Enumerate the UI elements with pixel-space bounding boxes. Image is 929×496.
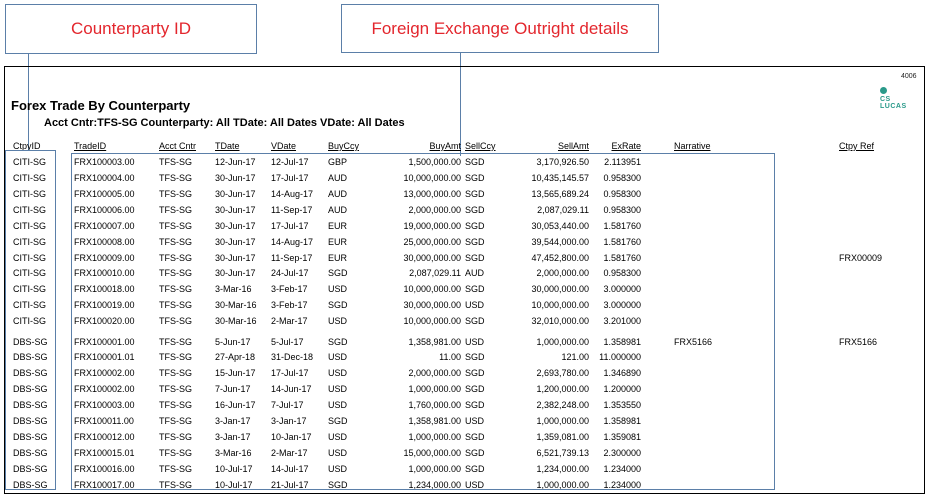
cell-tdate: 30-Jun-17: [215, 205, 256, 215]
cell-tdate: 15-Jun-17: [215, 368, 256, 378]
cell-tdate: 30-Jun-17: [215, 221, 256, 231]
cell-sell-ccy: SGD: [465, 432, 485, 442]
cell-ex-rate: 0.958300: [603, 173, 641, 183]
column-header-ex-rate: ExRate: [611, 141, 641, 151]
cell-tdate: 3-Jan-17: [215, 432, 251, 442]
cell-buy-amt: 1,000,000.00: [408, 384, 461, 394]
cell-sell-ccy: SGD: [465, 157, 485, 167]
cell-vdate: 24-Jul-17: [271, 268, 309, 278]
cell-sell-ccy: SGD: [465, 448, 485, 458]
logo-mark-icon: [880, 87, 887, 94]
column-header-sell-amt: SellAmt: [557, 141, 589, 151]
cell-ex-rate: 1.200000: [603, 384, 641, 394]
cell-ex-rate: 1.581760: [603, 237, 641, 247]
cell-sell-amt: 13,565,689.24: [531, 189, 589, 199]
cell-buy-ccy: USD: [328, 384, 348, 394]
cell-buy-ccy: SGD: [328, 480, 348, 490]
cell-vdate: 11-Sep-17: [271, 205, 313, 215]
cell-ctpy-id: CITI-SG: [13, 237, 46, 247]
column-header-buy-amt: BuyAmt: [429, 141, 461, 151]
cell-buy-amt: 1,760,000.00: [408, 400, 461, 410]
cell-sell-amt: 2,382,248.00: [536, 400, 589, 410]
cell-ex-rate: 1.581760: [603, 221, 641, 231]
cell-narrative: FRX5166: [674, 337, 713, 347]
cell-trade-id: FRX100003.00: [74, 157, 135, 167]
cell-sell-amt: 3,170,926.50: [536, 157, 589, 167]
cell-vdate: 11-Sep-17: [271, 253, 313, 263]
cell-sell-amt: 1,000,000.00: [536, 480, 589, 490]
cell-tdate: 30-Jun-17: [215, 189, 256, 199]
cell-sell-amt: 10,435,145.57: [531, 173, 589, 183]
cell-sell-amt: 10,000,000.00: [531, 300, 589, 310]
cell-acct-cntr: TFS-SG: [159, 173, 192, 183]
cell-buy-amt: 1,234,000.00: [408, 480, 461, 490]
cell-sell-amt: 32,010,000.00: [531, 316, 589, 326]
cell-trade-id: FRX100010.00: [74, 268, 135, 278]
cell-tdate: 5-Jun-17: [215, 337, 251, 347]
cell-sell-ccy: SGD: [465, 205, 485, 215]
cell-ctpy-id: DBS-SG: [13, 352, 48, 362]
cell-buy-ccy: USD: [328, 400, 348, 410]
cell-sell-ccy: SGD: [465, 284, 485, 294]
cell-ex-rate: 1.359081: [603, 432, 641, 442]
fx-details-highlight-box: [71, 153, 775, 490]
column-header-tdate: TDate: [215, 141, 240, 151]
cell-buy-amt: 15,000,000.00: [403, 448, 461, 458]
cell-sell-amt: 1,359,081.00: [536, 432, 589, 442]
cell-vdate: 3-Feb-17: [271, 300, 308, 310]
cell-buy-amt: 1,358,981.00: [408, 416, 461, 426]
cell-sell-amt: 1,000,000.00: [536, 337, 589, 347]
cell-acct-cntr: TFS-SG: [159, 237, 192, 247]
cell-sell-ccy: SGD: [465, 221, 485, 231]
cell-acct-cntr: TFS-SG: [159, 284, 192, 294]
cell-trade-id: FRX100004.00: [74, 173, 135, 183]
cell-buy-amt: 13,000,000.00: [403, 189, 461, 199]
cell-trade-id: FRX100020.00: [74, 316, 135, 326]
cell-buy-ccy: GBP: [328, 157, 348, 167]
cell-buy-amt: 19,000,000.00: [403, 221, 461, 231]
cell-tdate: 10-Jul-17: [215, 464, 253, 474]
cell-ex-rate: 1.358981: [603, 337, 641, 347]
column-header-narrative: Narrative: [674, 141, 711, 151]
cell-sell-ccy: SGD: [465, 173, 485, 183]
cell-acct-cntr: TFS-SG: [159, 464, 192, 474]
cell-acct-cntr: TFS-SG: [159, 205, 192, 215]
cell-buy-amt: 30,000,000.00: [403, 300, 461, 310]
cell-trade-id: FRX100007.00: [74, 221, 135, 231]
cell-ex-rate: 1.353550: [603, 400, 641, 410]
cell-buy-ccy: EUR: [328, 221, 348, 231]
cell-ctpy-id: DBS-SG: [13, 448, 48, 458]
cell-buy-ccy: USD: [328, 352, 348, 362]
cell-trade-id: FRX100017.00: [74, 480, 135, 490]
cell-buy-amt: 30,000,000.00: [403, 253, 461, 263]
cell-buy-amt: 25,000,000.00: [403, 237, 461, 247]
cell-buy-ccy: USD: [328, 448, 348, 458]
cell-tdate: 30-Jun-17: [215, 237, 256, 247]
cell-tdate: 3-Mar-16: [215, 448, 252, 458]
cell-sell-amt: 2,087,029.11: [537, 205, 589, 215]
cell-buy-ccy: USD: [328, 284, 348, 294]
cell-acct-cntr: TFS-SG: [159, 416, 192, 426]
cell-ex-rate: 3.201000: [603, 316, 641, 326]
cell-buy-amt: 1,500,000.00: [408, 157, 461, 167]
cell-ex-rate: 2.300000: [603, 448, 641, 458]
cell-vdate: 14-Jun-17: [271, 384, 312, 394]
cell-tdate: 27-Apr-18: [215, 352, 256, 362]
logo-text: CS LUCAS: [880, 96, 907, 110]
cell-vdate: 21-Jul-17: [271, 480, 309, 490]
column-header-buy-ccy: BuyCcy: [328, 141, 360, 151]
report-title: Forex Trade By Counterparty: [11, 98, 191, 113]
column-header-ctpy-ref: Ctpy Ref: [839, 141, 875, 151]
cell-buy-ccy: USD: [328, 368, 348, 378]
cell-trade-id: FRX100003.00: [74, 400, 135, 410]
cell-buy-ccy: SGD: [328, 416, 348, 426]
cell-buy-ccy: SGD: [328, 268, 348, 278]
fx-outright-callout: Foreign Exchange Outright details: [341, 4, 659, 53]
cell-buy-amt: 10,000,000.00: [403, 316, 461, 326]
cell-ex-rate: 2.113951: [604, 157, 641, 167]
cell-trade-id: FRX100005.00: [74, 189, 135, 199]
cell-ctpy-id: CITI-SG: [13, 221, 46, 231]
cell-buy-ccy: EUR: [328, 253, 348, 263]
cell-buy-ccy: AUD: [328, 205, 348, 215]
cell-sell-amt: 39,544,000.00: [531, 237, 589, 247]
cell-acct-cntr: TFS-SG: [159, 384, 192, 394]
cell-sell-ccy: SGD: [465, 464, 485, 474]
cell-trade-id: FRX100002.00: [74, 368, 135, 378]
cell-ex-rate: 1.358981: [603, 416, 641, 426]
cell-sell-ccy: USD: [465, 337, 485, 347]
cell-trade-id: FRX100001.01: [74, 352, 135, 362]
cell-buy-ccy: AUD: [328, 189, 348, 199]
cell-acct-cntr: TFS-SG: [159, 368, 192, 378]
cell-vdate: 5-Jul-17: [271, 337, 304, 347]
cell-ex-rate: 3.000000: [603, 284, 641, 294]
cell-buy-ccy: SGD: [328, 300, 348, 310]
cell-ctpy-id: DBS-SG: [13, 432, 48, 442]
cell-sell-amt: 30,000,000.00: [531, 284, 589, 294]
column-header-ctpy-id: CtpyID: [13, 141, 41, 151]
cell-sell-ccy: SGD: [465, 368, 485, 378]
cell-acct-cntr: TFS-SG: [159, 480, 192, 490]
cell-tdate: 30-Jun-17: [215, 268, 256, 278]
column-header-vdate: VDate: [271, 141, 297, 151]
cell-ex-rate: 0.958300: [603, 268, 641, 278]
cell-tdate: 30-Jun-17: [215, 173, 256, 183]
cell-trade-id: FRX100009.00: [74, 253, 135, 263]
cell-acct-cntr: TFS-SG: [159, 189, 192, 199]
cell-vdate: 31-Dec-18: [271, 352, 314, 362]
cell-ctpy-id: CITI-SG: [13, 173, 46, 183]
company-logo: [877, 85, 917, 113]
cell-ctpy-id: DBS-SG: [13, 384, 48, 394]
cell-buy-amt: 1,000,000.00: [408, 432, 461, 442]
cell-ctpy-id: CITI-SG: [13, 268, 46, 278]
cell-ex-rate: 1.234000: [603, 464, 641, 474]
cell-sell-amt: 47,452,800.00: [531, 253, 589, 263]
cell-buy-amt: 10,000,000.00: [403, 173, 461, 183]
cell-ex-rate: 0.958300: [603, 205, 641, 215]
cell-trade-id: FRX100012.00: [74, 432, 135, 442]
cell-vdate: 3-Feb-17: [271, 284, 308, 294]
cell-acct-cntr: TFS-SG: [159, 316, 192, 326]
column-header-trade-id: TradeID: [74, 141, 107, 151]
cell-sell-amt: 1,234,000.00: [536, 464, 589, 474]
cell-sell-amt: 2,693,780.00: [536, 368, 589, 378]
cell-tdate: 3-Jan-17: [215, 416, 251, 426]
cell-ctpy-id: CITI-SG: [13, 205, 46, 215]
cell-sell-amt: 30,053,440.00: [531, 221, 589, 231]
cell-ctpy-id: CITI-SG: [13, 189, 46, 199]
cell-tdate: 12-Jun-17: [215, 157, 256, 167]
cell-sell-ccy: SGD: [465, 400, 485, 410]
cell-ex-rate: 1.581760: [603, 253, 641, 263]
cell-sell-ccy: SGD: [465, 189, 485, 199]
cell-sell-ccy: USD: [465, 300, 485, 310]
cell-buy-amt: 2,000,000.00: [408, 205, 461, 215]
cell-tdate: 3-Mar-16: [215, 284, 252, 294]
cell-buy-ccy: USD: [328, 464, 348, 474]
cell-sell-ccy: SGD: [465, 253, 485, 263]
cell-sell-ccy: SGD: [465, 384, 485, 394]
cell-ctpy-id: DBS-SG: [13, 416, 48, 426]
cell-ex-rate: 1.346890: [603, 368, 641, 378]
cell-trade-id: FRX100002.00: [74, 384, 135, 394]
cell-trade-id: FRX100019.00: [74, 300, 135, 310]
cell-vdate: 14-Jul-17: [271, 464, 309, 474]
cell-acct-cntr: TFS-SG: [159, 157, 192, 167]
counterparty-id-callout: Counterparty ID: [5, 4, 257, 54]
cell-trade-id: FRX100011.00: [74, 416, 134, 426]
report-subtitle: Acct Cntr:TFS-SG Counterparty: All TDate: All Dates VDate: All Dates: [44, 117, 405, 129]
cell-ex-rate: 3.000000: [603, 300, 641, 310]
cell-tdate: 10-Jul-17: [215, 480, 253, 490]
cell-buy-ccy: USD: [328, 316, 348, 326]
cell-buy-amt: 2,000,000.00: [408, 368, 461, 378]
cell-ctpy-id: CITI-SG: [13, 284, 46, 294]
cell-tdate: 30-Jun-17: [215, 253, 256, 263]
cell-buy-ccy: USD: [328, 432, 348, 442]
cell-acct-cntr: TFS-SG: [159, 352, 192, 362]
cell-sell-amt: 2,000,000.00: [536, 268, 589, 278]
cell-ctpy-id: DBS-SG: [13, 400, 48, 410]
cell-ctpy-ref: FRX00009: [839, 253, 883, 263]
cell-tdate: 7-Jun-17: [215, 384, 251, 394]
cell-ctpy-id: CITI-SG: [13, 300, 46, 310]
cell-sell-ccy: SGD: [465, 352, 485, 362]
cell-vdate: 3-Jan-17: [271, 416, 307, 426]
column-header-acct-cntr: Acct Cntr: [159, 141, 197, 151]
cell-sell-ccy: SGD: [465, 316, 485, 326]
cell-sell-ccy: USD: [465, 480, 485, 490]
cell-trade-id: FRX100016.00: [74, 464, 135, 474]
cell-ctpy-ref: FRX5166: [839, 337, 878, 347]
cell-vdate: 17-Jul-17: [271, 221, 309, 231]
cell-sell-amt: 1,200,000.00: [536, 384, 589, 394]
cell-buy-amt: 11.00: [439, 352, 461, 362]
cell-vdate: 10-Jan-17: [271, 432, 312, 442]
cell-sell-ccy: SGD: [465, 237, 485, 247]
cell-ctpy-id: CITI-SG: [13, 316, 46, 326]
cell-acct-cntr: TFS-SG: [159, 268, 192, 278]
cell-acct-cntr: TFS-SG: [159, 448, 192, 458]
cell-sell-amt: 6,521,739.13: [536, 448, 589, 458]
cell-ex-rate: 1.234000: [603, 480, 641, 490]
cell-vdate: 2-Mar-17: [271, 316, 308, 326]
cell-acct-cntr: TFS-SG: [159, 400, 192, 410]
cell-buy-ccy: AUD: [328, 173, 348, 183]
cell-trade-id: FRX100008.00: [74, 237, 135, 247]
cell-ctpy-id: DBS-SG: [13, 480, 48, 490]
cell-trade-id: FRX100006.00: [74, 205, 135, 215]
cell-acct-cntr: TFS-SG: [159, 300, 192, 310]
cell-tdate: 16-Jun-17: [215, 400, 256, 410]
cell-ex-rate: 0.958300: [603, 189, 641, 199]
cell-vdate: 2-Mar-17: [271, 448, 308, 458]
cell-ctpy-id: DBS-SG: [13, 337, 48, 347]
cell-sell-amt: 1,000,000.00: [536, 416, 589, 426]
cell-vdate: 14-Aug-17: [271, 237, 314, 247]
cell-buy-ccy: SGD: [328, 337, 348, 347]
cell-acct-cntr: TFS-SG: [159, 337, 192, 347]
cell-buy-amt: 1,000,000.00: [408, 464, 461, 474]
cell-vdate: 12-Jul-17: [271, 157, 309, 167]
counterparty-highlight-box: [5, 150, 56, 490]
cell-ctpy-id: DBS-SG: [13, 464, 48, 474]
cell-trade-id: FRX100018.00: [74, 284, 135, 294]
cell-tdate: 30-Mar-16: [215, 316, 257, 326]
cell-buy-ccy: EUR: [328, 237, 348, 247]
cell-ctpy-id: DBS-SG: [13, 368, 48, 378]
cell-vdate: 17-Jul-17: [271, 173, 309, 183]
cell-vdate: 17-Jul-17: [271, 368, 309, 378]
cell-tdate: 30-Mar-16: [215, 300, 257, 310]
cell-vdate: 14-Aug-17: [271, 189, 314, 199]
cell-ctpy-id: CITI-SG: [13, 157, 46, 167]
cell-buy-amt: 10,000,000.00: [403, 284, 461, 294]
cell-trade-id: FRX100001.00: [74, 337, 135, 347]
column-header-sell-ccy: SellCcy: [465, 141, 496, 151]
page-number: 4006: [901, 73, 917, 80]
cell-acct-cntr: TFS-SG: [159, 221, 192, 231]
cell-acct-cntr: TFS-SG: [159, 432, 192, 442]
cell-ex-rate: 11.000000: [599, 352, 641, 362]
cell-sell-amt: 121.00: [561, 352, 589, 362]
cell-sell-ccy: USD: [465, 416, 485, 426]
cell-buy-amt: 2,087,029.11: [409, 268, 461, 278]
cell-sell-ccy: AUD: [465, 268, 485, 278]
cell-ctpy-id: CITI-SG: [13, 253, 46, 263]
cell-trade-id: FRX100015.01: [74, 448, 135, 458]
cell-vdate: 7-Jul-17: [271, 400, 304, 410]
cell-buy-amt: 1,358,981.00: [408, 337, 461, 347]
cell-acct-cntr: TFS-SG: [159, 253, 192, 263]
